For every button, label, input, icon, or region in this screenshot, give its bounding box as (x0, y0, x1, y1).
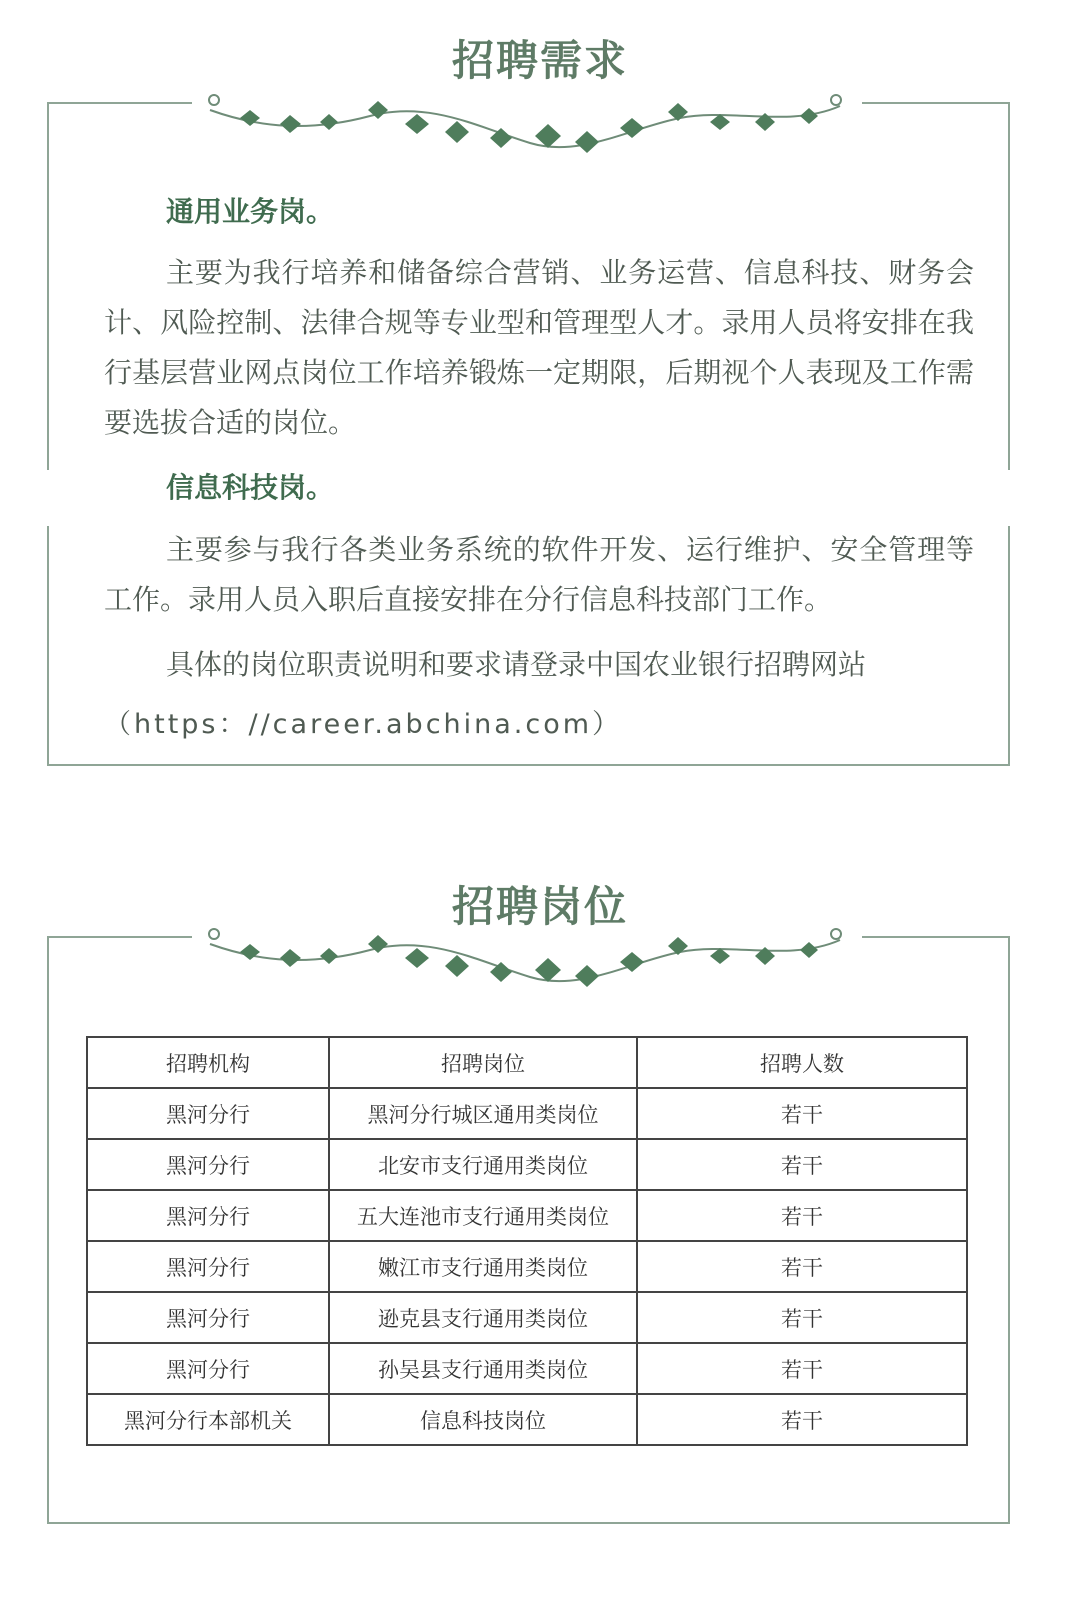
cell-institution: 黑河分行 (87, 1241, 329, 1292)
cell-headcount: 若干 (637, 1190, 967, 1241)
table-row (87, 1292, 967, 1343)
general-position-description: 主要为我行培养和储备综合营销、业务运营、信息科技、财务会计、风险控制、法律合规等专业型和管理型人才。录用人员将安排在我行基层营业网点岗位工作培养锻炼一定期限，后期视个人表现及工作需要选拔合适的岗位。 (104, 256, 974, 439)
cell-headcount: 若干 (637, 1088, 967, 1139)
cell-institution: 黑河分行 (87, 1343, 329, 1394)
job-details-note: 具体的岗位职责说明和要求请登录中国农业银行招聘网站 (166, 648, 867, 681)
cell-institution: 黑河分行本部机关 (87, 1394, 329, 1445)
cell-headcount: 若干 (637, 1241, 967, 1292)
table-row (87, 1139, 967, 1190)
table-row (87, 1190, 967, 1241)
cell-institution: 黑河分行 (87, 1292, 329, 1343)
cell-position: 信息科技岗位 (329, 1394, 637, 1445)
it-position-description: 主要参与我行各类业务系统的软件开发、运行维护、安全管理等工作。录用人员入职后直接安排在分行信息科技部门工作。 (104, 533, 974, 616)
positions-table (86, 1036, 968, 1446)
cell-position: 嫩江市支行通用类岗位 (329, 1241, 637, 1292)
cell-institution: 黑河分行 (87, 1088, 329, 1139)
cell-position: 五大连池市支行通用类岗位 (329, 1190, 637, 1241)
vine-leaves-icon (200, 88, 850, 168)
section-title-positions: 招聘岗位 (451, 882, 628, 931)
section-title-requirements: 招聘需求 (451, 36, 628, 85)
table-row (87, 1394, 967, 1445)
table-row (87, 1088, 967, 1139)
header-position: 招聘岗位 (329, 1037, 637, 1088)
cell-institution: 黑河分行 (87, 1190, 329, 1241)
vine-leaves-icon (200, 922, 850, 1002)
general-position-heading: 通用业务岗。 (166, 195, 335, 228)
cell-headcount: 若干 (637, 1343, 967, 1394)
cell-headcount: 若干 (637, 1292, 967, 1343)
table-row (87, 1343, 967, 1394)
header-headcount: 招聘人数 (637, 1037, 967, 1088)
cell-position: 孙吴县支行通用类岗位 (329, 1343, 637, 1394)
career-site-url[interactable]: （https：//career.abchina.com） (104, 709, 623, 740)
cell-headcount: 若干 (637, 1139, 967, 1190)
cell-position: 逊克县支行通用类岗位 (329, 1292, 637, 1343)
it-position-heading: 信息科技岗。 (166, 471, 335, 504)
cell-position: 黑河分行城区通用类岗位 (329, 1088, 637, 1139)
cell-position: 北安市支行通用类岗位 (329, 1139, 637, 1190)
header-institution: 招聘机构 (87, 1037, 329, 1088)
table-header-row (87, 1037, 967, 1088)
table-row (87, 1241, 967, 1292)
cell-headcount: 若干 (637, 1394, 967, 1445)
cell-institution: 黑河分行 (87, 1139, 329, 1190)
